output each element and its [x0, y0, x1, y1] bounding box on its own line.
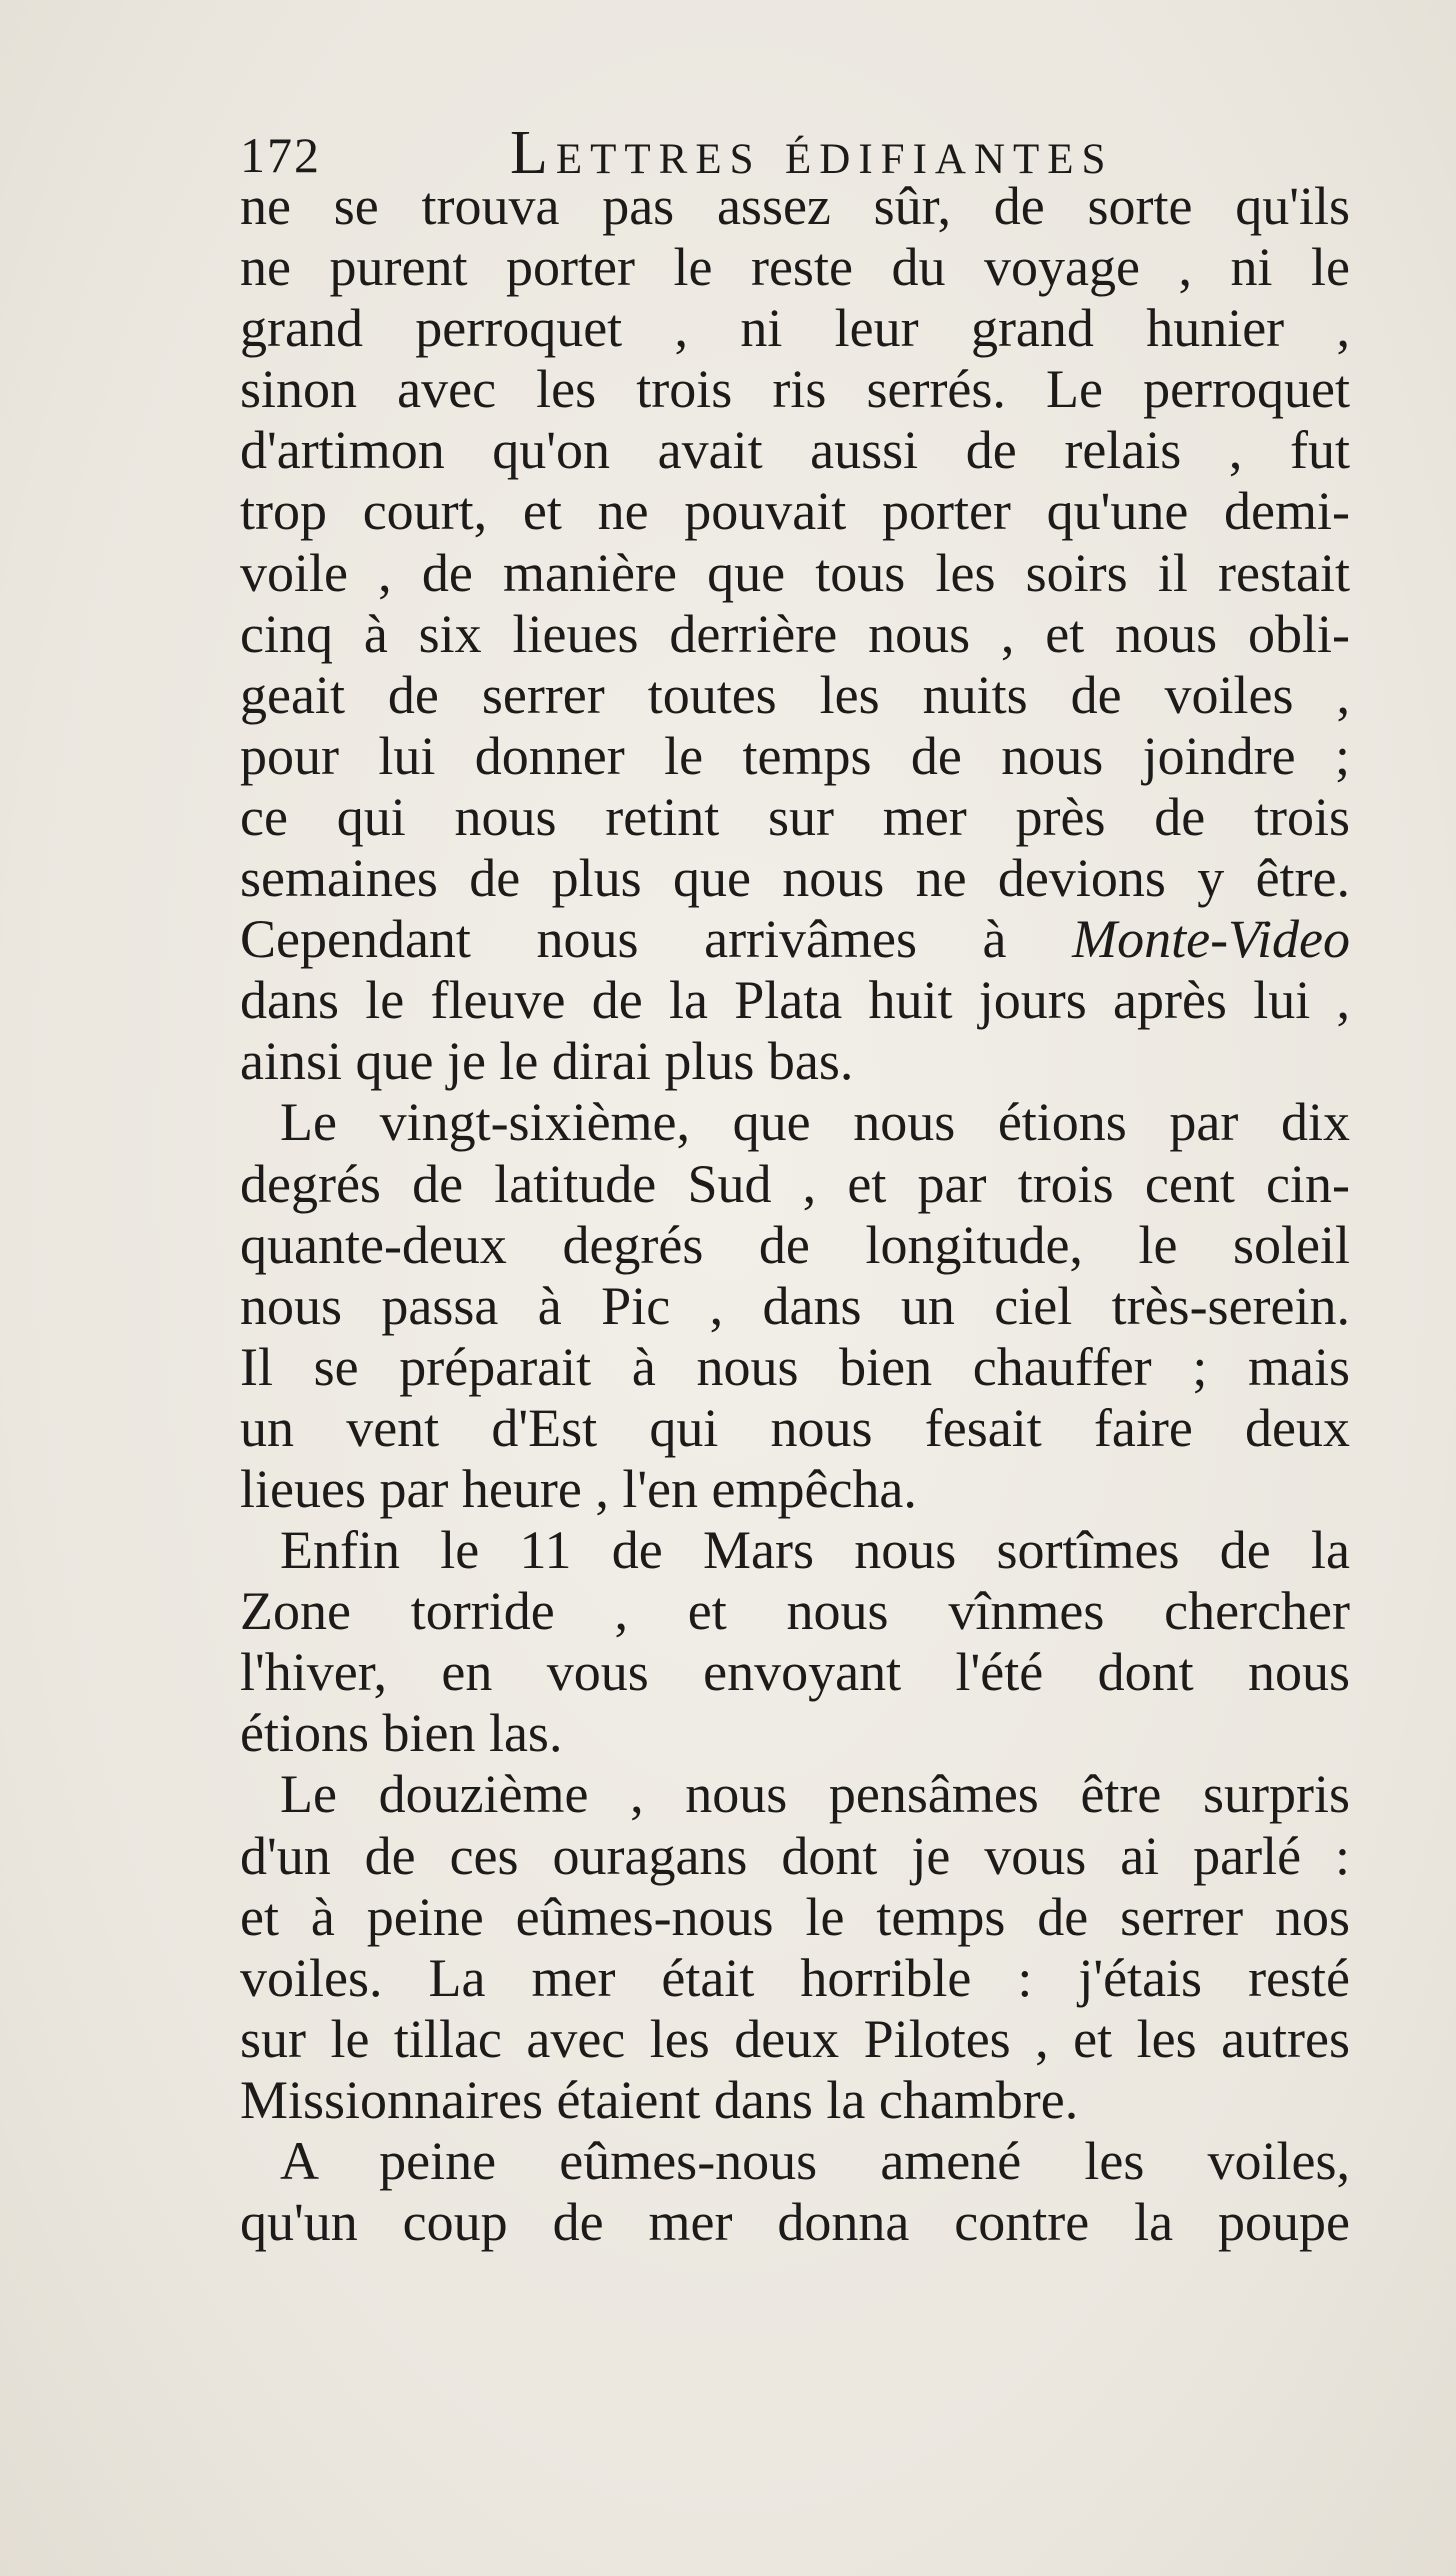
- place-name: Monte-Video: [1072, 909, 1350, 970]
- text-line: ne se trouva pas assez sûr, de sorte qu'ils: [240, 176, 1350, 236]
- text-line: pour lui donner le temps de nous joindre ;: [240, 725, 1350, 786]
- text-line: grand perroquet , ni leur grand hunier ,: [240, 298, 1350, 359]
- text-line: d'artimon qu'on avait aussi de relais , fut: [240, 420, 1350, 481]
- text-line: semaines de plus que nous ne devions y être.: [240, 848, 1350, 909]
- text-line: voiles. La mer était horrible : j'étais resté: [240, 1947, 1350, 2008]
- paragraph-start: A peine eûmes-nous amené les voiles,: [280, 2131, 1350, 2191]
- text-line: geait de serrer toutes les nuits de voiles ,: [240, 664, 1350, 725]
- text-line: quante-deux degrés de longitude, le soleil: [240, 1214, 1350, 1275]
- paragraph-start: Le vingt-sixième, que nous étions par dix: [280, 1092, 1350, 1153]
- text-line: d'un de ces ouragans dont je vous ai parlé :: [240, 1825, 1350, 1886]
- text-line: étions bien las.: [240, 1703, 563, 1764]
- running-title: Lettres édifiantes: [510, 119, 1114, 187]
- text-line-with-place: [240, 909, 1350, 970]
- text-line: qu'un coup de mer donna contre la poupe: [240, 2192, 1350, 2253]
- text-line: trop court, et ne pouvait porter qu'une demi-: [240, 481, 1350, 542]
- text-line: cinq à six lieues derrière nous , et nous obli-: [240, 603, 1350, 664]
- text-line: dans le fleuve de la Plata huit jours après lui ,: [240, 970, 1350, 1031]
- text-line: un vent d'Est qui nous fesait faire deux: [240, 1397, 1350, 1458]
- text-line: Zone torride , et nous vînmes chercher: [240, 1581, 1350, 1642]
- page-number: 172: [240, 127, 321, 183]
- text-line: l'hiver, en vous envoyant l'été dont nous: [240, 1642, 1350, 1703]
- text-line: degrés de latitude Sud , et par trois cent cin-: [240, 1153, 1350, 1214]
- text-line: lieues par heure , l'en empêcha.: [240, 1458, 917, 1519]
- paragraph-start: Enfin le 11 de Mars nous sortîmes de la: [280, 1520, 1350, 1581]
- body-text: [240, 176, 1350, 2253]
- text-line: ce qui nous retint sur mer près de trois: [240, 786, 1350, 847]
- text-line: nous passa à Pic , dans un ciel très-serein.: [240, 1275, 1350, 1336]
- text-line: Il se préparait à nous bien chauffer ; mais: [240, 1336, 1350, 1397]
- text-line: et à peine eûmes-nous le temps de serrer nos: [240, 1886, 1350, 1947]
- text-segment: Cependant nous arrivâmes à: [240, 909, 1007, 970]
- text-line: sur le tillac avec les deux Pilotes , et les autres: [240, 2008, 1350, 2069]
- text-line: Missionnaires étaient dans la chambre.: [240, 2069, 1079, 2130]
- text-line: sinon avec les trois ris serrés. Le perroquet: [240, 359, 1350, 420]
- paragraph-start: Le douzième , nous pensâmes être surpris: [280, 1764, 1350, 1825]
- text-line: voile , de manière que tous les soirs il restait: [240, 542, 1350, 603]
- text-line: ne purent porter le reste du voyage , ni le: [240, 237, 1350, 298]
- text-line: ainsi que je le dirai plus bas.: [240, 1031, 854, 1092]
